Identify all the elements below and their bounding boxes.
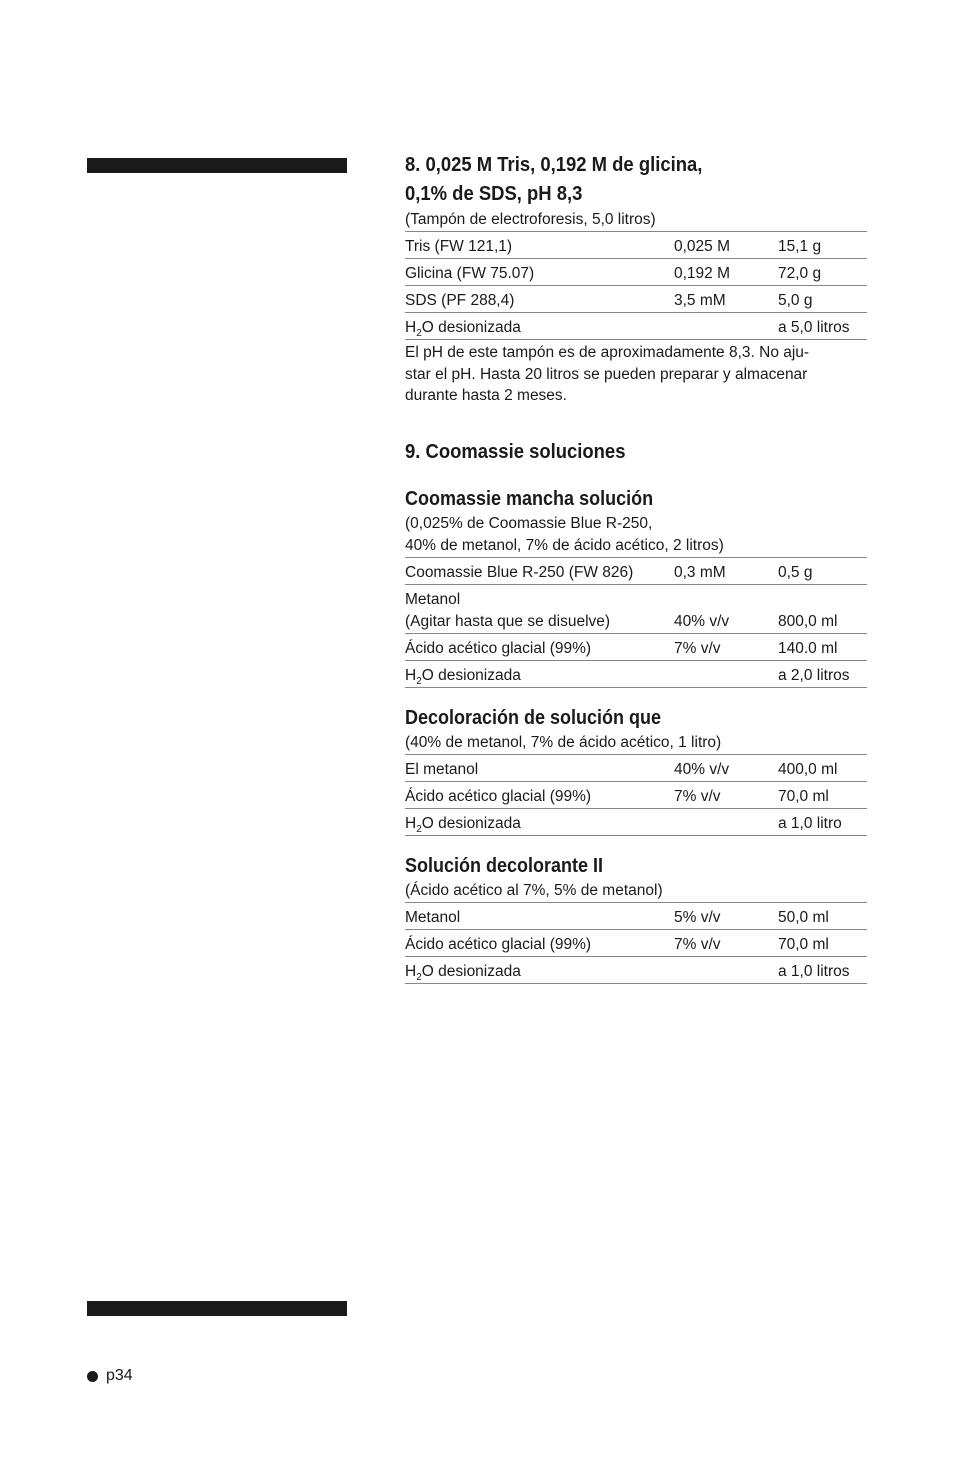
ingredient-concentration: 7% v/v (674, 929, 778, 956)
ingredient-concentration: 3,5 mM (674, 286, 778, 313)
note-line: durante hasta 2 meses. (405, 387, 567, 404)
table-row (405, 754, 867, 781)
ingredient-concentration: 0,192 M (674, 259, 778, 286)
table-row (405, 313, 867, 340)
ingredient-amount: 5,0 g (778, 286, 867, 313)
ingredient-name (405, 584, 674, 633)
ingredient-concentration: 40% v/v (674, 754, 778, 781)
section-8-title-line1: 8. 0,025 M Tris, 0,192 M de glicina, (405, 153, 703, 176)
table-row (405, 557, 867, 584)
ingredient-name: Tris (FW 121,1) (405, 232, 674, 259)
decorative-bar-bottom (87, 1301, 347, 1316)
page-footer (87, 1367, 133, 1385)
ingredient-name: Ácido acético glacial (99%) (405, 929, 674, 956)
bullet-icon (87, 1371, 98, 1382)
destain2-subtitle: (Ácido acético al 7%, 5% de metanol) (405, 881, 663, 899)
ingredient-amount: a 1,0 litro (778, 808, 867, 835)
ingredient-concentration: 40% v/v (674, 584, 778, 633)
ingredient-concentration (674, 660, 778, 687)
decorative-bar-top (87, 158, 347, 173)
section-8-title-line2: 0,1% de SDS, pH 8,3 (405, 182, 583, 205)
ingredient-name: SDS (PF 288,4) (405, 286, 674, 313)
ingredient-concentration: 7% v/v (674, 633, 778, 660)
ingredient-name-line2: (Agitar hasta que se disuelve) (405, 612, 611, 630)
formula-subscript: 2 (416, 328, 422, 340)
stain-table (405, 557, 867, 688)
section-8-note (405, 340, 867, 407)
ingredient-concentration: 0,025 M (674, 232, 778, 259)
ingredient-amount: 70,0 ml (778, 781, 867, 808)
ingredient-name (405, 660, 674, 687)
formula-subscript: 2 (416, 823, 422, 835)
destain2-table (405, 902, 867, 984)
destain1-subtitle: (40% de metanol, 7% de ácido acético, 1 litro) (405, 733, 722, 751)
subtitle-line: 40% de metanol, 7% de ácido acético, 2 litros) (405, 536, 724, 554)
ingredient-amount: 50,0 ml (778, 902, 867, 929)
ingredient-amount: 70,0 ml (778, 929, 867, 956)
page-content (405, 150, 867, 984)
ingredient-concentration: 0,3 mM (674, 557, 778, 584)
formula-rest: O desionizada (421, 962, 521, 980)
page-number: p34 (106, 1367, 133, 1384)
ingredient-amount: 140.0 ml (778, 633, 867, 660)
table-row (405, 781, 867, 808)
ingredient-amount: 72,0 g (778, 259, 867, 286)
table-row (405, 232, 867, 259)
ingredient-name: Glicina (FW 75.07) (405, 259, 674, 286)
formula-rest: O desionizada (421, 666, 521, 684)
ingredient-amount: 0,5 g (778, 557, 867, 584)
stain-title: Coomassie mancha solución (405, 487, 654, 510)
ingredient-name: El metanol (405, 754, 674, 781)
section-8-subtitle: (Tampón de electroforesis, 5,0 litros) (405, 211, 656, 228)
ingredient-amount: a 1,0 litros (778, 956, 867, 983)
ingredient-name (405, 808, 674, 835)
formula-subscript: 2 (416, 675, 422, 687)
stain-subtitle (405, 513, 867, 557)
ingredient-name: Ácido acético glacial (99%) (405, 633, 674, 660)
formula-h: H (405, 814, 417, 832)
formula-h: H (405, 319, 417, 336)
ingredient-name (405, 956, 674, 983)
ingredient-amount: a 2,0 litros (778, 660, 867, 687)
ingredient-concentration (674, 313, 778, 340)
table-row (405, 660, 867, 687)
buffer-table (405, 231, 867, 340)
formula-rest: O desionizada (421, 814, 521, 832)
ingredient-amount: a 5,0 litros (778, 313, 867, 340)
table-row (405, 286, 867, 313)
table-row (405, 929, 867, 956)
formula-h: H (405, 962, 417, 980)
destain1-title: Decoloración de solución que (405, 706, 662, 729)
ingredient-concentration: 7% v/v (674, 781, 778, 808)
table-row (405, 584, 867, 633)
destain1-table (405, 754, 867, 836)
note-line: star el pH. Hasta 20 litros se pueden preparar y almacenar (405, 365, 808, 383)
table-row (405, 902, 867, 929)
formula-subscript: 2 (416, 971, 422, 983)
ingredient-name-line1: Metanol (405, 590, 461, 608)
ingredient-concentration (674, 808, 778, 835)
formula-rest: O desionizada (421, 319, 521, 336)
table-row (405, 956, 867, 983)
section-9-title: 9. Coomassie soluciones (405, 439, 626, 463)
ingredient-name: Metanol (405, 902, 674, 929)
ingredient-name (405, 313, 674, 340)
ingredient-amount: 400,0 ml (778, 754, 867, 781)
table-row (405, 633, 867, 660)
formula-h: H (405, 666, 417, 684)
destain2-title: Solución decolorante II (405, 854, 604, 877)
table-row (405, 808, 867, 835)
ingredient-amount: 15,1 g (778, 232, 867, 259)
ingredient-name: Coomassie Blue R-250 (FW 826) (405, 557, 674, 584)
ingredient-name: Ácido acético glacial (99%) (405, 781, 674, 808)
ingredient-concentration: 5% v/v (674, 902, 778, 929)
ingredient-concentration (674, 956, 778, 983)
ingredient-amount: 800,0 ml (778, 584, 867, 633)
note-line: El pH de este tampón es de aproximadamente 8,3. No aju- (405, 344, 810, 361)
table-row (405, 259, 867, 286)
subtitle-line: (0,025% de Coomassie Blue R-250, (405, 514, 653, 532)
